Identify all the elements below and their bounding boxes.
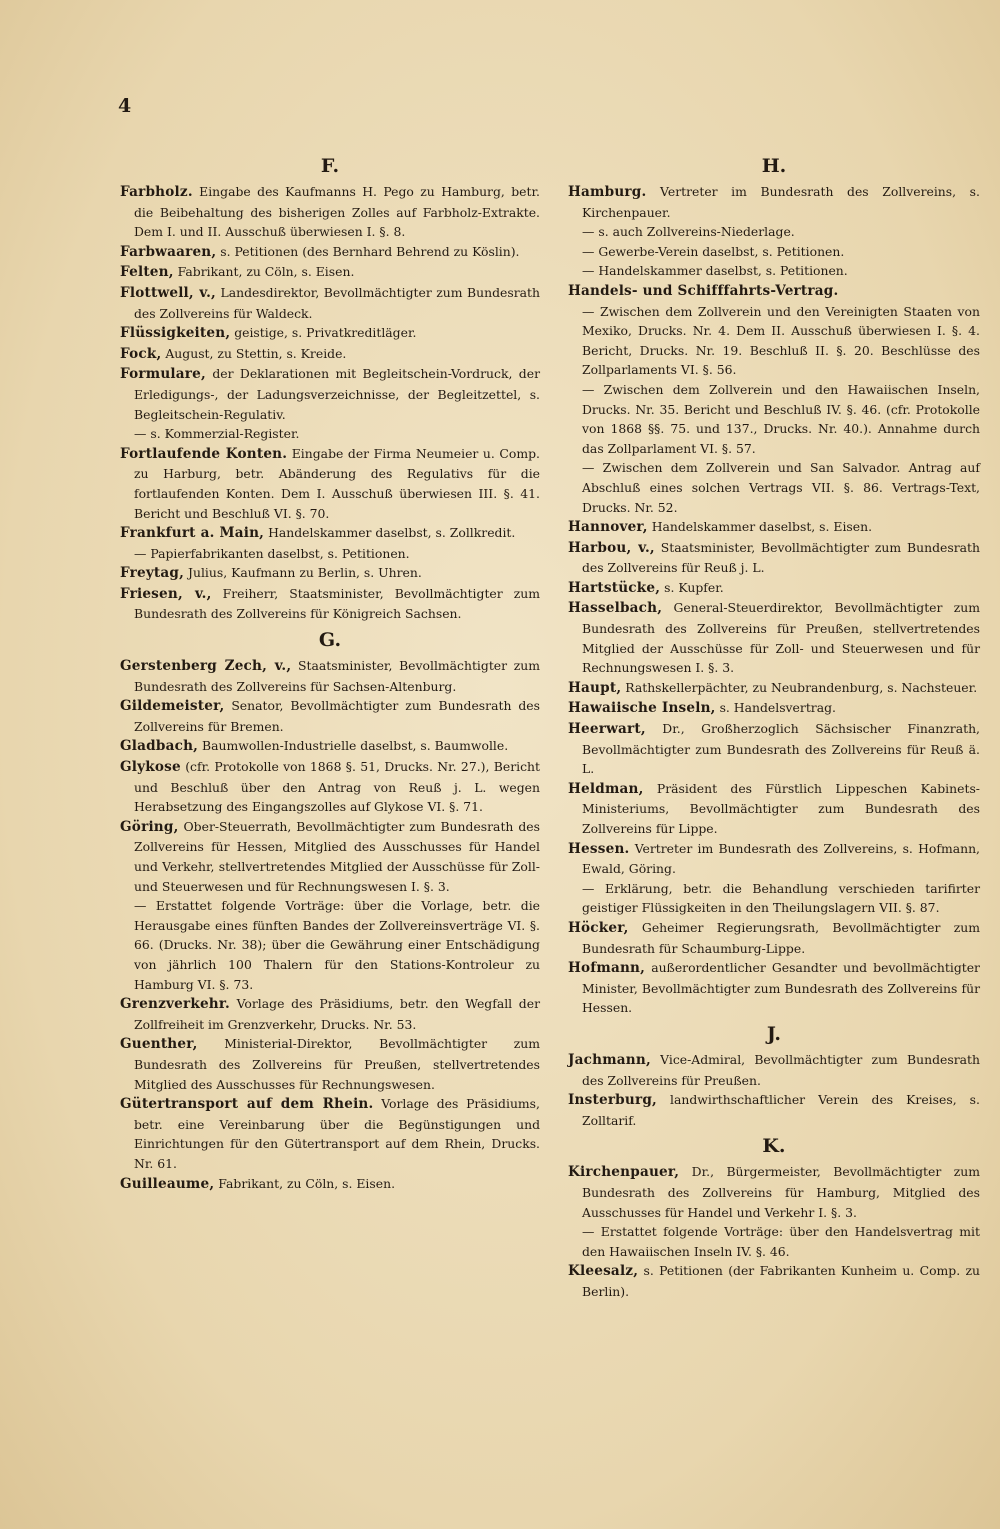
index-entry: [120, 323, 540, 344]
entry-headword: Hannover,: [568, 519, 648, 536]
entry-text: Rathskellerpächter, zu Neubrandenburg, s. Nachsteuer.: [625, 679, 978, 695]
entry-text: August, zu Stettin, s. Kreide.: [165, 345, 347, 361]
section-letter: J.: [766, 1022, 782, 1045]
entry-text: s. Petitionen (der Fabrikanten Kunheim u. Comp. zu Berlin).: [582, 1263, 980, 1299]
entry-headword: Höcker,: [568, 919, 629, 936]
entry-headword: Kirchenpauer,: [568, 1164, 680, 1181]
entry-text: — Papierfabrikanten daselbst, s. Petitionen.: [134, 545, 410, 561]
entry-headword: Heerwart,: [568, 721, 646, 738]
entry-text: (cfr. Protokolle von 1868 §. 51, Drucks. Nr. 27.), Bericht und Beschluß über den Antrag von Reuß j. L. wegen Herabsetzung des Eingangszolles auf Glykose VI. §. 71.: [134, 759, 540, 815]
index-entry: [120, 364, 540, 424]
entry-text: Julius, Kaufmann zu Berlin, s. Uhren.: [188, 565, 422, 581]
index-entry: [568, 578, 980, 599]
entry-text: Freiherr, Staatsminister, Bevollmächtigter zum Bundesrath des Zollvereins für Königreich Sachsen.: [134, 585, 540, 622]
entry-text: s. Petitionen (des Bernhard Behrend zu Köslin).: [220, 243, 520, 259]
entry-text: Vorlage des Präsidiums, betr. den Wegfall der Zollfreiheit im Grenzverkehr, Drucks. Nr. 53.: [134, 996, 540, 1032]
entry-text: s. Handelsvertrag.: [719, 700, 836, 716]
index-entry: [120, 444, 540, 523]
entry-headword: Haupt,: [568, 679, 622, 696]
entry-text: Dr., Bürgermeister, Bevollmächtigter zum Bundesrath des Zollvereins für Hamburg, Mitglied des Ausschusses für Handel und Verkehr I. §. 3.: [582, 1164, 980, 1220]
entry-text: Präsident des Fürstlich Lippeschen Kabinets-Ministeriums, Bevollmächtigter zum Bundesrath des Zollvereins für Lippe.: [582, 780, 980, 836]
entry-headword: Grenzverkehr.: [120, 996, 230, 1013]
index-entry: [120, 242, 540, 263]
entry-headword: Hartstücke,: [568, 579, 661, 596]
entry-text: Staatsminister, Bevollmächtigter zum Bundesrath des Zollvereins für Reuß j. L.: [582, 539, 980, 576]
page-number: 4: [118, 95, 132, 117]
entry-headword: Flottwell, v.,: [120, 284, 216, 301]
index-entry: [568, 538, 980, 578]
entry-text: Vertreter im Bundesrath des Zollvereins, s. Hofmann, Ewald, Göring.: [582, 840, 980, 877]
entry-headword: Guenther,: [120, 1036, 198, 1053]
entry-text: General-Steuerdirektor, Bevollmächtigter zum Bundesrath des Zollvereins für Preußen, stellvertretendes Mitglied der Ausschüsse für Zoll- und Steuerwesen und für Rechnungswesen I. §. 3.: [582, 600, 980, 676]
entry-text: Ministerial-Direktor, Bevollmächtigter zum Bundesrath des Zollvereins für Preußen, stellvertretendes Mitglied des Ausschusses für Rechnungswesen.: [134, 1036, 540, 1092]
index-entry: [120, 344, 540, 365]
entry-headword: Farbwaaren,: [120, 243, 217, 260]
index-entry: [568, 517, 980, 538]
entry-text: — Erstattet folgende Vorträge: über den Handelsvertrag mit den Hawaiischen Inseln IV. §. 46.: [582, 1224, 980, 1259]
index-entry: [568, 1222, 980, 1261]
entry-text: Dr., Großherzoglich Sächsischer Finanzrath, Bevollmächtigter zum Bundesrath des Zollvereins für Reuß ä. L.: [582, 721, 980, 777]
entry-headword: Göring,: [120, 818, 179, 835]
entry-headword: Insterburg,: [568, 1092, 657, 1109]
index-entry: [120, 896, 540, 994]
index-entry: [120, 656, 540, 696]
entry-headword: Felten,: [120, 264, 174, 281]
entry-headword: Guilleaume,: [120, 1175, 215, 1192]
index-entry: [568, 1162, 980, 1222]
index-entry: [568, 1261, 980, 1301]
index-entry: [120, 424, 540, 444]
entry-headword: Kleesalz,: [568, 1263, 639, 1280]
index-entry: [120, 563, 540, 584]
entry-text: Vorlage des Präsidiums, betr. eine Vereinbarung über die Begünstigungen und Einrichtungen für den Gütertransport auf dem Rhein, Drucks. Nr. 61.: [134, 1096, 540, 1171]
entry-text: Fabrikant, zu Cöln, s. Eisen.: [218, 1175, 396, 1191]
index-entry: [568, 281, 980, 302]
index-entry: [568, 678, 980, 699]
entry-text: s. Kupfer.: [664, 579, 724, 595]
index-entry: [120, 817, 540, 896]
left-column: [120, 150, 540, 1194]
entry-headword: Fortlaufende Konten.: [120, 445, 288, 462]
index-entry: [120, 523, 540, 544]
entry-headword: Flüssigkeiten,: [120, 325, 231, 342]
index-entry: [568, 779, 980, 839]
entry-headword: Jachmann,: [568, 1051, 651, 1068]
entry-headword: Formulare,: [120, 366, 206, 383]
index-entry: [568, 598, 980, 677]
entry-headword: Handels- und Schifffahrts-Vertrag.: [568, 282, 839, 299]
entry-text: — s. auch Zollvereins-Niederlage.: [582, 224, 795, 240]
entry-headword: Fock,: [120, 345, 162, 362]
entry-headword: Frankfurt a. Main,: [120, 525, 265, 542]
entry-text: — Zwischen dem Zollverein und den Vereinigten Staaten von Mexiko, Drucks. Nr. 4. Dem II. Ausschuß überwiesen I. §. 4. Bericht, Drucks. Nr. 19. Beschluß II. §. 20. Beschlüsse des Zollparlaments VI. §. 56.: [582, 303, 980, 378]
index-entry: [568, 1050, 980, 1090]
entry-text: Baumwollen-Industrielle daselbst, s. Baumwolle.: [202, 738, 509, 754]
entry-headword: Gladbach,: [120, 738, 199, 755]
index-entry: [120, 584, 540, 624]
right-column: [568, 150, 980, 1301]
entry-text: — s. Kommerzial-Register.: [134, 426, 300, 442]
entry-text: Handelskammer daselbst, s. Zollkredit.: [268, 525, 516, 541]
entry-headword: Heldman,: [568, 780, 644, 797]
index-entry: [120, 696, 540, 736]
index-entry: [568, 1090, 980, 1130]
entry-text: — Zwischen dem Zollverein und den Hawaiischen Inseln, Drucks. Nr. 35. Bericht und Beschluß IV. §. 46. (cfr. Protokolle von 1868 §§. 75. und 137., Drucks. Nr. 40.). Annahme durch das Zollparlament VI. §. 57.: [582, 381, 980, 456]
index-entry: [568, 261, 980, 281]
index-entry: [568, 719, 980, 779]
index-entry: [568, 918, 980, 958]
entry-text: Geheimer Regierungsrath, Bevollmächtigter zum Bundesrath für Schaumburg-Lippe.: [582, 919, 980, 956]
entry-text: Eingabe der Firma Neumeier u. Comp. zu Harburg, betr. Abänderung des Regulativs für die fortlaufenden Konten. Dem I. Ausschuß überwiesen III. §. 41. Bericht und Beschluß VI. §. 70.: [134, 445, 540, 521]
entry-headword: Harbou, v.,: [568, 539, 655, 556]
entry-text: Senator, Bevollmächtigter zum Bundesrath des Zollvereins für Bremen.: [134, 698, 540, 734]
entry-headword: Hofmann,: [568, 960, 646, 977]
index-entry: [120, 1034, 540, 1094]
entry-headword: Freytag,: [120, 565, 185, 582]
entry-text: — Erklärung, betr. die Behandlung verschieden tarifirter geistiger Flüssigkeiten in den Theilungslagern VII. §. 87.: [582, 880, 980, 916]
index-entry: [568, 242, 980, 262]
entry-text: Staatsminister, Bevollmächtigter zum Bundesrath des Zollvereins für Sachsen-Altenburg.: [134, 658, 540, 694]
index-entry: [120, 736, 540, 757]
section-letter: G.: [318, 629, 342, 652]
entry-text: Vertreter im Bundesrath des Zollvereins, s. Kirchenpauer.: [582, 184, 980, 220]
index-entry: [568, 222, 980, 242]
entry-headword: Gerstenberg Zech, v.,: [120, 658, 292, 675]
index-entry: [568, 879, 980, 918]
index-entry: [568, 302, 980, 380]
entry-text: geistige, s. Privatkreditläger.: [234, 325, 417, 341]
index-entry: [120, 757, 540, 817]
entry-headword: Friesen, v.,: [120, 585, 212, 602]
entry-headword: Gütertransport auf dem Rhein.: [120, 1096, 374, 1113]
section-letter: H.: [761, 155, 787, 177]
entry-headword: Hessen.: [568, 840, 630, 857]
entry-headword: Hawaiische Inseln,: [568, 700, 716, 717]
entry-text: Ober-Steuerrath, Bevollmächtigter zum Bundesrath des Zollvereins für Hessen, Mitglied des Ausschusses für Handel und Verkehr, stellvertretendes Mitglied der Ausschüsse für Zoll- und Steuerwesen und für Rechnungswesen I. §. 3.: [134, 818, 540, 894]
entry-text: Handelskammer daselbst, s. Eisen.: [651, 519, 873, 535]
index-entry: [120, 544, 540, 564]
entry-headword: Glykose: [120, 759, 181, 776]
entry-text: — Gewerbe-Verein daselbst, s. Petitionen.: [582, 243, 845, 259]
index-entry: [120, 182, 540, 242]
entry-text: landwirthschaftlicher Verein des Kreises, s. Zolltarif.: [582, 1092, 980, 1128]
entry-text: Fabrikant, zu Cöln, s. Eisen.: [177, 264, 355, 280]
index-entry: [120, 1094, 540, 1173]
entry-text: — Erstattet folgende Vorträge: über die Vorlage, betr. die Herausgabe eines fünften Bandes der Zollvereinsverträge VI. §. 66. (Drucks. Nr. 38); über die Gewährung einer Entschädigung von jährlich 100 Thalern für den Stations-Kontroleur zu Hamburg VI. §. 73.: [134, 898, 540, 992]
entry-text: Vice-Admiral, Bevollmächtigter zum Bundesrath des Zollvereins für Preußen.: [582, 1051, 980, 1088]
entry-headword: Hasselbach,: [568, 600, 663, 617]
index-entry: [120, 994, 540, 1034]
index-entry: [120, 1174, 540, 1195]
index-entry: [568, 458, 980, 517]
index-entry: [568, 958, 980, 1018]
entry-text: außerordentlicher Gesandter und bevollmächtigter Minister, Bevollmächtigter zum Bundesrath des Zollvereins für Hessen.: [582, 960, 980, 1016]
index-entry: [568, 182, 980, 222]
entry-headword: Hamburg.: [568, 184, 647, 200]
entry-text: — Zwischen dem Zollverein und San Salvador. Antrag auf Abschluß eines solchen Vertrags VII. §. 86. Vertrags-Text, Drucks. Nr. 52.: [582, 460, 980, 515]
index-entry: [120, 262, 540, 283]
section-letter: F.: [320, 155, 340, 177]
entry-text: Eingabe des Kaufmanns H. Pego zu Hamburg, betr. die Beibehaltung des bisherigen Zolles auf Farbholz-Extrakte. Dem I. und II. Ausschuß überwiesen I. §. 8.: [134, 184, 540, 240]
entry-text: Landesdirektor, Bevollmächtigter zum Bundesrath des Zollvereins für Waldeck.: [134, 284, 540, 321]
section-letter: K.: [762, 1135, 786, 1158]
entry-headword: Farbholz.: [120, 184, 193, 200]
index-entry: [568, 839, 980, 879]
entry-text: der Deklarationen mit Begleitschein-Vordruck, der Erledigungs-, der Ladungsverzeichnisse, der Begleitzettel, s. Begleitschein-Regulativ.: [134, 366, 540, 422]
index-entry: [568, 698, 980, 719]
entry-text: — Handelskammer daselbst, s. Petitionen.: [582, 263, 848, 279]
index-entry: [568, 380, 980, 458]
entry-headword: Gildemeister,: [120, 698, 225, 715]
index-entry: [120, 283, 540, 323]
